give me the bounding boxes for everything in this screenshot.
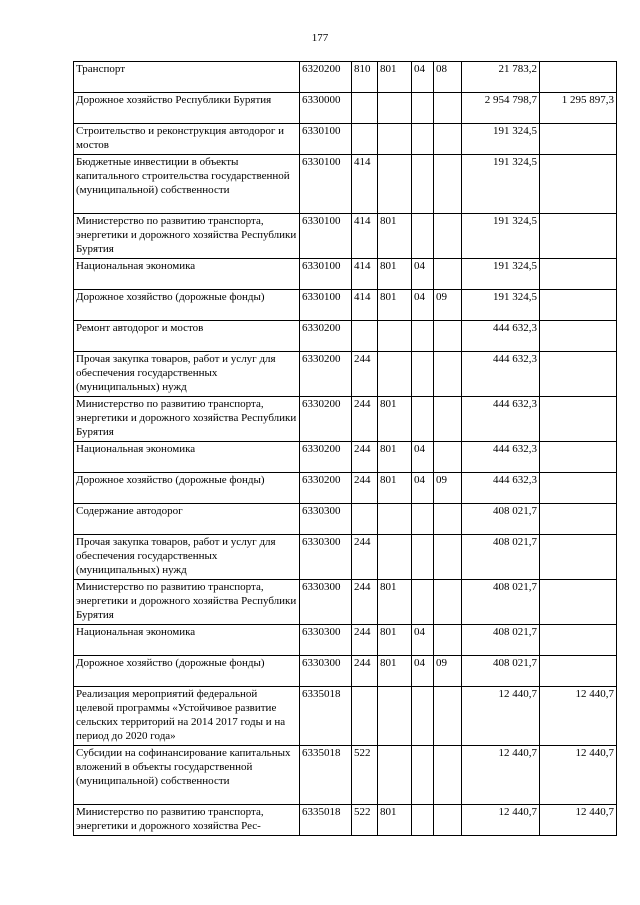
ministry-code-cell: 801 (378, 625, 412, 656)
ministry-code-cell (378, 746, 412, 805)
section-code-cell (412, 504, 434, 535)
amount-total-cell: 444 632,3 (462, 473, 540, 504)
table-row (74, 535, 617, 580)
target-code-cell: 6330100 (300, 124, 352, 155)
table-row (74, 155, 617, 214)
target-code-cell: 6330300 (300, 504, 352, 535)
amount-total-cell: 444 632,3 (462, 397, 540, 442)
section-code-cell (412, 535, 434, 580)
subsection-code-cell: 09 (434, 656, 462, 687)
budget-table (73, 61, 617, 836)
subsection-code-cell: 08 (434, 62, 462, 93)
amount-federal-cell (540, 625, 617, 656)
amount-total-cell: 12 440,7 (462, 805, 540, 836)
target-code-cell: 6330100 (300, 214, 352, 259)
subsection-code-cell (434, 124, 462, 155)
expense-type-cell: 810 (352, 62, 378, 93)
target-code-cell: 6330200 (300, 473, 352, 504)
table-row (74, 746, 617, 805)
expense-type-cell: 244 (352, 352, 378, 397)
target-code-cell: 6330000 (300, 93, 352, 124)
amount-federal-cell: 12 440,7 (540, 746, 617, 805)
amount-federal-cell (540, 656, 617, 687)
page-number: 177 (311, 32, 329, 44)
row-name-cell: Прочая закупка товаров, работ и услуг для обеспечения государственных (муниципальных) нужд (74, 535, 300, 580)
expense-type-cell: 244 (352, 625, 378, 656)
row-name-cell: Министерство по развитию транспорта, энергетики и дорожного хозяйства Республики Бурятия (74, 397, 300, 442)
expense-type-cell: 244 (352, 535, 378, 580)
table-row (74, 805, 617, 836)
row-name-cell: Национальная экономика (74, 625, 300, 656)
section-code-cell (412, 805, 434, 836)
subsection-code-cell: 09 (434, 473, 462, 504)
amount-total-cell: 408 021,7 (462, 656, 540, 687)
expense-type-cell (352, 504, 378, 535)
subsection-code-cell (434, 504, 462, 535)
row-name-cell: Дорожное хозяйство (дорожные фонды) (74, 290, 300, 321)
target-code-cell: 6330200 (300, 352, 352, 397)
expense-type-cell: 244 (352, 473, 378, 504)
subsection-code-cell (434, 746, 462, 805)
row-name-cell: Бюджетные инвестиции в объекты капитального строительства государственной (муниципальной) собственности (74, 155, 300, 214)
section-code-cell: 04 (412, 625, 434, 656)
amount-total-cell: 191 324,5 (462, 124, 540, 155)
amount-federal-cell (540, 290, 617, 321)
amount-federal-cell: 12 440,7 (540, 687, 617, 746)
target-code-cell: 6330100 (300, 155, 352, 214)
table-row (74, 625, 617, 656)
row-name-cell: Содержание автодорог (74, 504, 300, 535)
expense-type-cell (352, 687, 378, 746)
table-row (74, 93, 617, 124)
ministry-code-cell: 801 (378, 580, 412, 625)
ministry-code-cell (378, 93, 412, 124)
amount-federal-cell (540, 504, 617, 535)
expense-type-cell: 244 (352, 580, 378, 625)
amount-federal-cell (540, 473, 617, 504)
amount-federal-cell (540, 321, 617, 352)
amount-federal-cell: 1 295 897,3 (540, 93, 617, 124)
target-code-cell: 6320200 (300, 62, 352, 93)
target-code-cell: 6330100 (300, 290, 352, 321)
section-code-cell (412, 397, 434, 442)
expense-type-cell: 414 (352, 155, 378, 214)
section-code-cell (412, 687, 434, 746)
row-name-cell: Министерство по развитию транспорта, энергетики и дорожного хозяйства Республики Бурятия (74, 214, 300, 259)
section-code-cell (412, 580, 434, 625)
row-name-cell: Дорожное хозяйство (дорожные фонды) (74, 656, 300, 687)
row-name-cell: Реализация мероприятий федеральной целевой программы «Устойчивое развитие сельских территорий на 2014 2017 годы и на период до 2020 года» (74, 687, 300, 746)
expense-type-cell: 244 (352, 442, 378, 473)
amount-total-cell: 408 021,7 (462, 535, 540, 580)
amount-federal-cell (540, 259, 617, 290)
row-name-cell: Министерство по развитию транспорта, энергетики и дорожного хозяйства Рес- (74, 805, 300, 836)
target-code-cell: 6330200 (300, 442, 352, 473)
amount-federal-cell (540, 535, 617, 580)
ministry-code-cell: 801 (378, 656, 412, 687)
amount-federal-cell: 12 440,7 (540, 805, 617, 836)
section-code-cell (412, 93, 434, 124)
row-name-cell: Транспорт (74, 62, 300, 93)
table-row (74, 580, 617, 625)
amount-total-cell: 408 021,7 (462, 504, 540, 535)
section-code-cell: 04 (412, 473, 434, 504)
subsection-code-cell (434, 259, 462, 290)
row-name-cell: Ремонт автодорог и мостов (74, 321, 300, 352)
row-name-cell: Прочая закупка товаров, работ и услуг для обеспечения государственных (муниципальных) нужд (74, 352, 300, 397)
table-row (74, 124, 617, 155)
amount-federal-cell (540, 580, 617, 625)
expense-type-cell: 522 (352, 805, 378, 836)
ministry-code-cell: 801 (378, 473, 412, 504)
amount-total-cell: 408 021,7 (462, 625, 540, 656)
section-code-cell (412, 746, 434, 805)
section-code-cell (412, 321, 434, 352)
amount-total-cell: 191 324,5 (462, 290, 540, 321)
expense-type-cell: 522 (352, 746, 378, 805)
table-row (74, 397, 617, 442)
ministry-code-cell: 801 (378, 442, 412, 473)
expense-type-cell (352, 321, 378, 352)
row-name-cell: Национальная экономика (74, 259, 300, 290)
ministry-code-cell: 801 (378, 259, 412, 290)
subsection-code-cell (434, 442, 462, 473)
target-code-cell: 6330300 (300, 535, 352, 580)
row-name-cell: Национальная экономика (74, 442, 300, 473)
amount-federal-cell (540, 62, 617, 93)
row-name-cell: Министерство по развитию транспорта, энергетики и дорожного хозяйства Республики Бурятия (74, 580, 300, 625)
table-row (74, 504, 617, 535)
subsection-code-cell (434, 321, 462, 352)
expense-type-cell: 414 (352, 259, 378, 290)
amount-total-cell: 2 954 798,7 (462, 93, 540, 124)
expense-type-cell: 244 (352, 397, 378, 442)
target-code-cell: 6335018 (300, 687, 352, 746)
subsection-code-cell: 09 (434, 290, 462, 321)
subsection-code-cell (434, 155, 462, 214)
table-row (74, 687, 617, 746)
subsection-code-cell (434, 93, 462, 124)
ministry-code-cell (378, 352, 412, 397)
row-name-cell: Субсидии на софинансирование капитальных вложений в объекты государственной (муниципальной) собственности (74, 746, 300, 805)
expense-type-cell (352, 124, 378, 155)
amount-total-cell: 444 632,3 (462, 321, 540, 352)
section-code-cell: 04 (412, 62, 434, 93)
section-code-cell (412, 214, 434, 259)
target-code-cell: 6330100 (300, 259, 352, 290)
target-code-cell: 6330300 (300, 580, 352, 625)
amount-federal-cell (540, 397, 617, 442)
row-name-cell: Дорожное хозяйство Республики Бурятия (74, 93, 300, 124)
target-code-cell: 6330200 (300, 321, 352, 352)
subsection-code-cell (434, 687, 462, 746)
section-code-cell: 04 (412, 656, 434, 687)
subsection-code-cell (434, 214, 462, 259)
table-row (74, 62, 617, 93)
target-code-cell: 6330300 (300, 656, 352, 687)
ministry-code-cell: 801 (378, 397, 412, 442)
ministry-code-cell: 801 (378, 214, 412, 259)
amount-total-cell: 191 324,5 (462, 214, 540, 259)
subsection-code-cell (434, 580, 462, 625)
amount-federal-cell (540, 214, 617, 259)
section-code-cell (412, 155, 434, 214)
subsection-code-cell (434, 397, 462, 442)
ministry-code-cell: 801 (378, 62, 412, 93)
target-code-cell: 6330300 (300, 625, 352, 656)
amount-federal-cell (540, 155, 617, 214)
table-row (74, 214, 617, 259)
ministry-code-cell (378, 124, 412, 155)
row-name-cell: Строительство и реконструкция автодорог и мостов (74, 124, 300, 155)
ministry-code-cell (378, 535, 412, 580)
expense-type-cell: 414 (352, 290, 378, 321)
amount-total-cell: 408 021,7 (462, 580, 540, 625)
amount-total-cell: 191 324,5 (462, 259, 540, 290)
section-code-cell: 04 (412, 442, 434, 473)
expense-type-cell: 244 (352, 656, 378, 687)
row-name-cell: Дорожное хозяйство (дорожные фонды) (74, 473, 300, 504)
target-code-cell: 6330200 (300, 397, 352, 442)
subsection-code-cell (434, 625, 462, 656)
ministry-code-cell: 801 (378, 290, 412, 321)
section-code-cell (412, 352, 434, 397)
amount-total-cell: 12 440,7 (462, 746, 540, 805)
table-row (74, 473, 617, 504)
table-row (74, 321, 617, 352)
table-row (74, 259, 617, 290)
target-code-cell: 6335018 (300, 805, 352, 836)
subsection-code-cell (434, 805, 462, 836)
section-code-cell (412, 124, 434, 155)
target-code-cell: 6335018 (300, 746, 352, 805)
amount-total-cell: 12 440,7 (462, 687, 540, 746)
ministry-code-cell (378, 321, 412, 352)
amount-federal-cell (540, 352, 617, 397)
amount-total-cell: 191 324,5 (462, 155, 540, 214)
table-row (74, 352, 617, 397)
table-row (74, 290, 617, 321)
expense-type-cell (352, 93, 378, 124)
amount-total-cell: 444 632,3 (462, 352, 540, 397)
table-row (74, 442, 617, 473)
ministry-code-cell (378, 504, 412, 535)
amount-total-cell: 444 632,3 (462, 442, 540, 473)
amount-federal-cell (540, 124, 617, 155)
section-code-cell: 04 (412, 259, 434, 290)
expense-type-cell: 414 (352, 214, 378, 259)
ministry-code-cell: 801 (378, 805, 412, 836)
amount-total-cell: 21 783,2 (462, 62, 540, 93)
ministry-code-cell (378, 155, 412, 214)
subsection-code-cell (434, 535, 462, 580)
section-code-cell: 04 (412, 290, 434, 321)
amount-federal-cell (540, 442, 617, 473)
ministry-code-cell (378, 687, 412, 746)
subsection-code-cell (434, 352, 462, 397)
table-row (74, 656, 617, 687)
